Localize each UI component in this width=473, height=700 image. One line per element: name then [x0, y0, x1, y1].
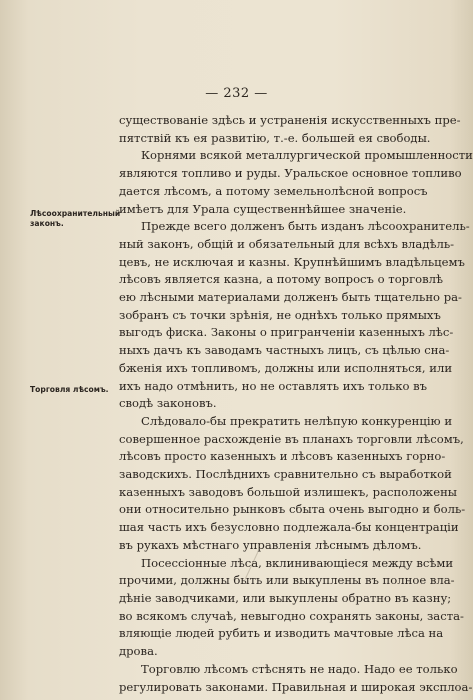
margin-note-forest-law: Лѣсоохранительный законъ. — [30, 209, 121, 228]
text-line: они относительно рынковъ сбыта очень выгодно и боль- — [119, 502, 466, 517]
text-line: Прежде всего долженъ быть изданъ лѣсоохранитель- — [141, 219, 470, 234]
text-line: прочими, должны быть или выкуплены въ полное вла- — [119, 573, 455, 588]
text-line: лѣсовъ является казна, а потому вопросъ о торговлѣ — [119, 272, 444, 287]
paragraph — [119, 112, 461, 147]
text-line: вляющіе людей рубить и изводить мачтовые лѣса на — [119, 626, 444, 641]
text-line: являются топливо и руды. Уральское основное топливо — [119, 166, 462, 181]
text-line: Слѣдовало-бы прекратить нелѣпую конкуренцію и — [141, 413, 453, 428]
body-text — [119, 112, 473, 696]
text-line: Корнями всякой металлургической промышленности — [141, 148, 473, 163]
text-line: ихъ надо отмѣнить, но не оставлять ихъ только въ — [119, 378, 428, 393]
text-line: существованіе здѣсь и устраненія искусственныхъ пре- — [119, 113, 461, 127]
paragraph — [119, 661, 473, 696]
text-line: казенныхъ заводовъ большой излишекъ, расположены — [119, 484, 458, 499]
paragraph — [119, 413, 466, 555]
text-line: дается лѣсомъ, а потому земельнолѣсной вопросъ — [119, 183, 428, 198]
text-line: имѣетъ для Урала существеннѣйшее значеніе. — [119, 201, 407, 216]
text-line: цевъ, не исключая и казны. Крупнѣйшимъ владѣльцемъ — [119, 254, 465, 269]
text-line: совершенное расхожденіе въ планахъ торговли лѣсомъ, — [119, 431, 464, 446]
margin-note-timber-trade: Торговля лѣсомъ. — [30, 385, 109, 394]
text-line: ею лѣсными материалами долженъ быть тщательно ра- — [119, 290, 462, 305]
text-line: шая часть ихъ безусловно подлежала-бы концентраціи — [119, 520, 459, 535]
text-line: Торговлю лѣсомъ стѣснять не надо. Надо ее только — [141, 661, 458, 676]
paragraph — [119, 147, 473, 218]
text-line: выгодъ фиска. Законы о пригранченіи казенныхъ лѣс- — [119, 325, 454, 340]
text-line: зобранъ съ точки зрѣнія, не однѣхъ только прямыхъ — [119, 307, 441, 322]
text-line: пятствій къ ея развитію, т.-е. большей ея свободы. — [119, 130, 431, 145]
text-line: въ рукахъ мѣстнаго управленія лѣснымъ дѣломъ. — [119, 537, 422, 552]
text-line: заводскихъ. Послѣднихъ сравнительно съ выработкой — [119, 467, 452, 482]
text-line: сводѣ законовъ. — [119, 396, 217, 411]
text-line: бженія ихъ топливомъ, должны или исполняться, или — [119, 360, 453, 375]
text-line: дѣніе заводчиками, или выкуплены обратно въ казну; — [119, 590, 452, 605]
text-line: Посессіонные лѣса, вклинивающіеся между всѣми — [141, 555, 454, 570]
text-line: ный законъ, общій и обязательный для всѣхъ владѣль- — [119, 236, 455, 251]
text-line: дрова. — [119, 644, 158, 659]
text-line: регулировать законами. Правильная и широкая эксплоа- — [119, 679, 473, 694]
text-line: ныхъ дачъ къ заводамъ частныхъ лицъ, съ цѣлью сна- — [119, 343, 450, 358]
page-number: — 232 — — [205, 86, 268, 101]
text-line: во всякомъ случаѣ, невыгодно сохранять законы, заста- — [119, 608, 464, 623]
text-line: лѣсовъ просто казенныхъ и лѣсовъ казенныхъ горно- — [119, 449, 446, 464]
paragraph — [119, 218, 470, 413]
